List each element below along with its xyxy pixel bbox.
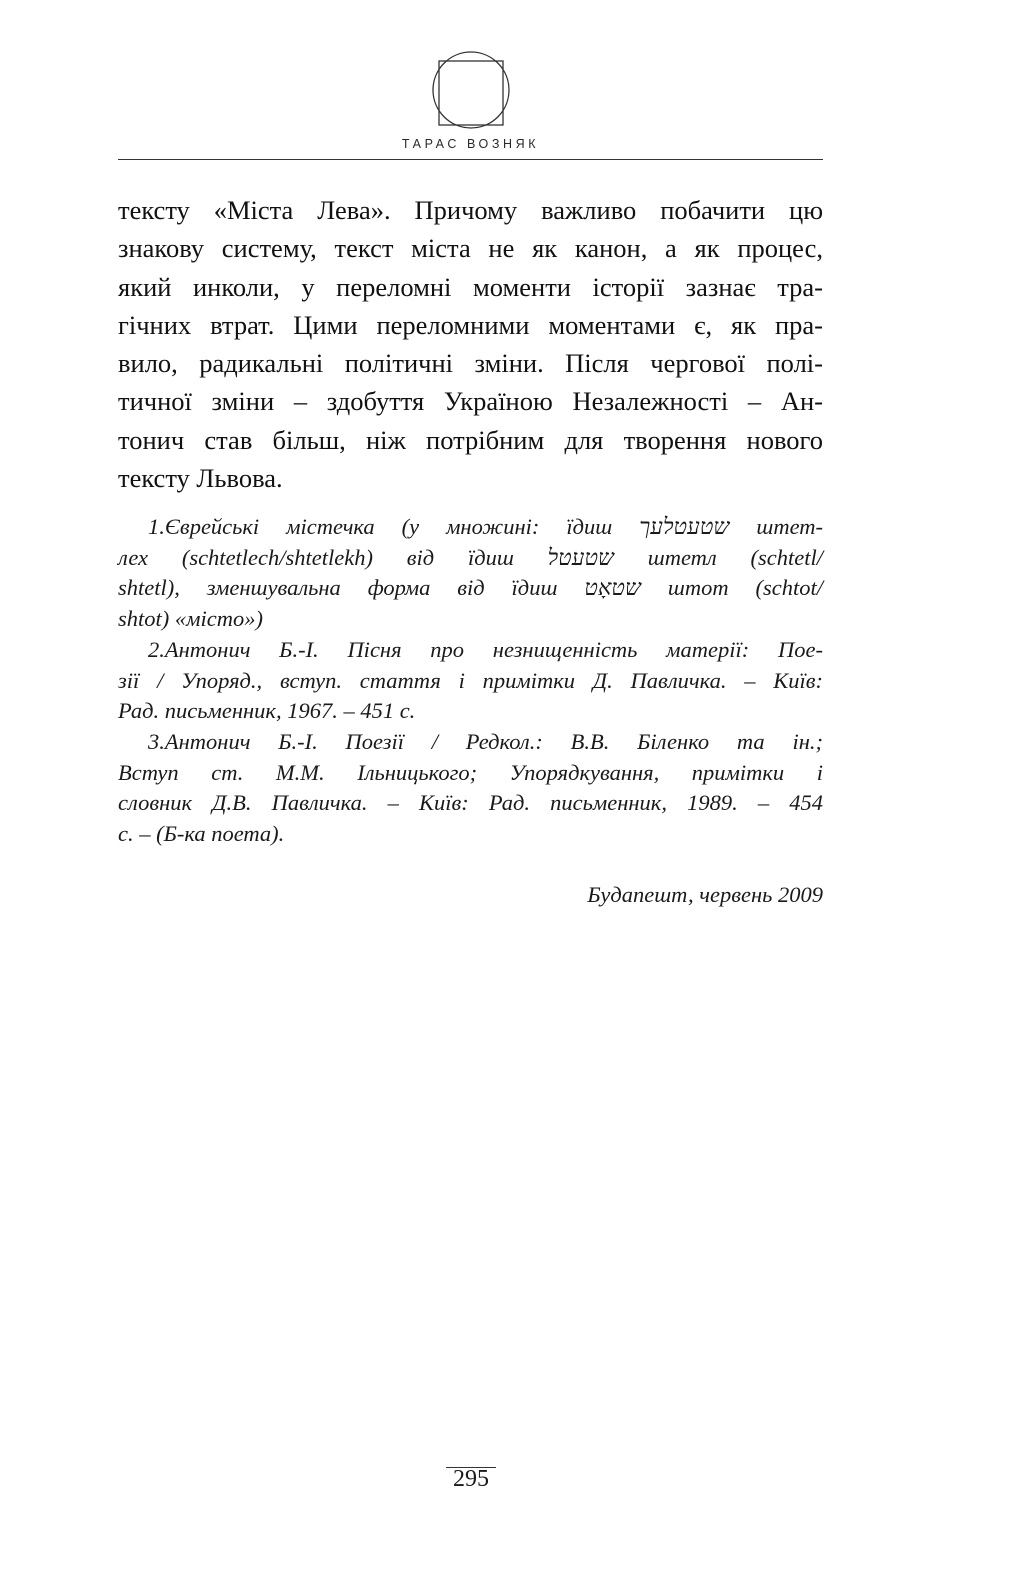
page-number: 295 [453, 1466, 489, 1492]
body-line: який инколи, у переломні моменти історії зазнає тра- [118, 271, 823, 302]
endnote-line: 1.Єврейські містечка (у множині: їдиш שטעטלעך штет- [148, 514, 824, 539]
endnote-line: словник Д.В. Павличка. – Київ: Рад. письменник, 1989. – 454 [118, 790, 823, 816]
endnote-line: зії / Упоряд., вступ. стаття і примітки Д. Павличка. – Київ: [118, 667, 823, 693]
body-line: тичної зміни – здобуття Україною Незалежності – Ан- [118, 386, 823, 417]
body-line: гічних втрат. Цими переломними моментами є, як пра- [118, 309, 823, 340]
body-line: тексту «Міста Лева». Причому важливо побачити цю [118, 195, 823, 225]
endnote-line: 2.Антонич Б.-І. Пісня про незнищенність матерії: Пое- [148, 636, 823, 662]
body-line: вило, радикальні політичні зміни. Після чергової полі- [118, 348, 823, 379]
body-paragraph [118, 191, 823, 497]
endnote-3 [118, 727, 823, 850]
endnote-2 [118, 635, 823, 727]
header-divider [118, 159, 823, 160]
endnote-line: Рад. письменник, 1967. – 451 с. [118, 698, 416, 724]
endnotes [118, 512, 823, 850]
endnote-line: Вступ ст. М.М. Ільницького; Упорядкування, примітки і [118, 759, 823, 785]
body-line: тексту Львова. [118, 463, 283, 494]
endnote-line: shtot) «місто») [118, 606, 263, 632]
endnote-line: лех (schtetlech/shtetlekh) від їдиш שטעטל штетл (schtetl/ [118, 544, 823, 570]
body-line: тонич став більш, ніж потрібним для творення нового [118, 424, 823, 455]
running-header-author: ТАРАС ВОЗНЯК [401, 137, 540, 151]
endnote-line: с. – (Б-ка поета). [118, 821, 285, 847]
circle-square-emblem-icon [431, 50, 511, 130]
endnote-line: shtetl), зменшувальна форма від їдиш שטאָט штот (schtot/ [118, 575, 823, 601]
body-line: знакову систему, текст міста не як канон, а як процес, [118, 233, 823, 264]
endnote-1 [118, 512, 823, 635]
endnote-line: 3.Антонич Б.-І. Поезії / Редкол.: В.В. Біленко та ін.; [148, 728, 823, 754]
place-date-signature: Будапешт, червень 2009 [587, 882, 823, 907]
